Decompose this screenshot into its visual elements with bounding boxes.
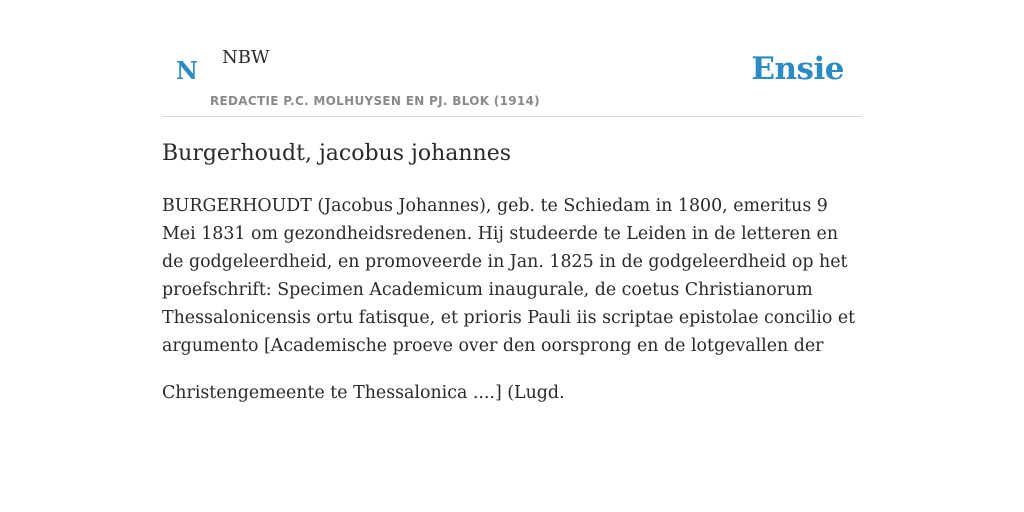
entry-title: Burgerhoudt, jacobus johannes (162, 141, 512, 166)
source-editors: REDACTIE P.C. MOLHUYSEN EN PJ. BLOK (1914) (210, 94, 540, 108)
site-logo[interactable]: Ensie (751, 51, 844, 87)
entry-paragraph: BURGERHOUDT (Jacobus Johannes), geb. te Schiedam in 1800, emeritus 9 Mei 1831 om gezondheidsredenen. Hij studeerde te Leiden in de letteren en de godgeleerdheid, en promoveerde in Jan. 1825 in de godgeleerdheid op het proefschrift: Specimen Academicum inaugurale, de coetus Christianorum Thessalonicensis ortu fatisque, et prioris Pauli iis scriptae epistolae concilio et argumento [Academische proeve over den oorsprong en de lotgevallen der (162, 196, 856, 356)
source-logo[interactable]: N (176, 56, 198, 85)
page (162, 0, 862, 512)
entry-paragraph-continued: Christengemeente te Thessalonica ....] (Lugd. (162, 383, 565, 403)
source-name: NBW (222, 47, 270, 68)
header (162, 0, 862, 117)
